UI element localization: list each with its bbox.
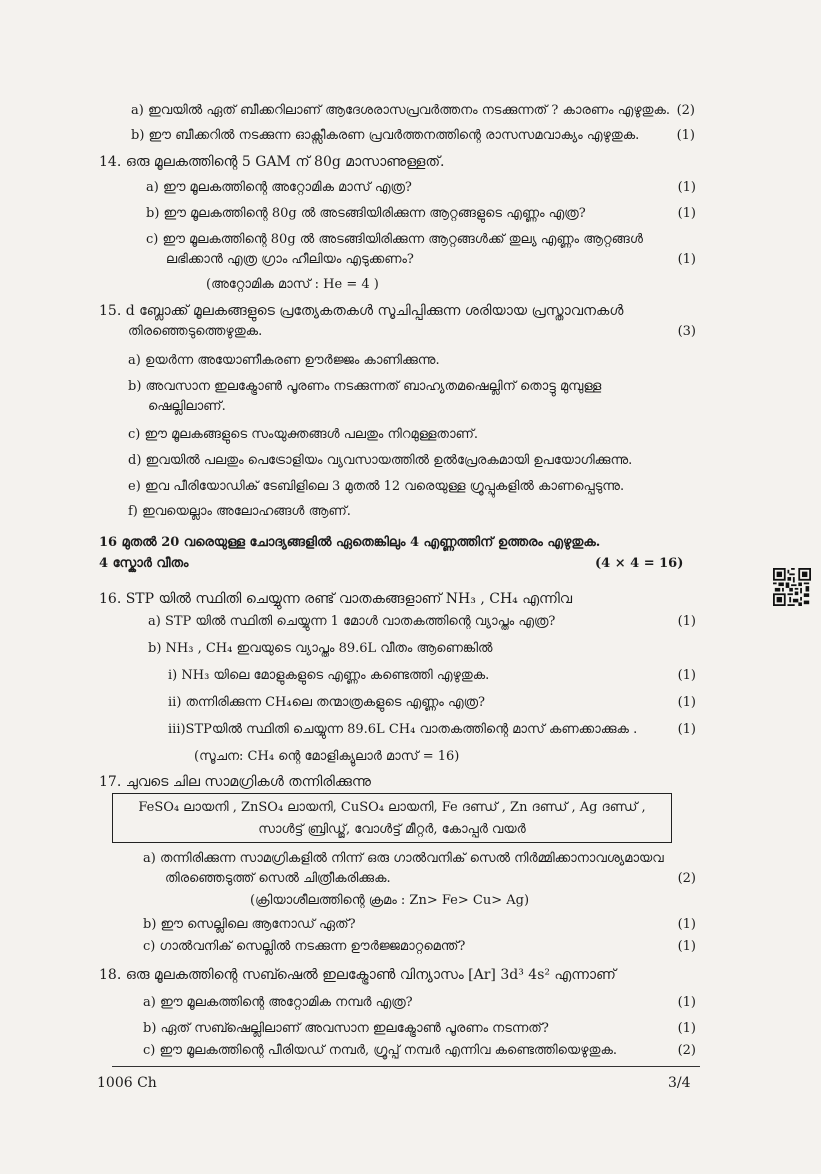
question-17b: b) ഈ സെല്ലിലെ ആനോഡ് ഏത്? — [143, 917, 356, 932]
question-15-line1: 15. d ബ്ലോക്ക് മൂലകങ്ങളുടെ പ്രത്യേകതകൾ സൂചിപ്പിക്കുന്ന ശരിയായ പ്രസ്താവനകൾ — [99, 303, 624, 319]
question-14c-line2: ലഭിക്കാൻ എത്ര ഗ്രാം ഹീലിയം എടുക്കണം? — [166, 252, 414, 267]
mark-16bi: (1) — [677, 668, 696, 683]
footer-divider — [112, 1066, 700, 1067]
mark-13a: (2) — [676, 103, 695, 118]
question-16bi: i) NH₃ യിലെ മോളുകളുടെ എണ്ണം കണ്ടെത്തി എഴുതുക. — [168, 668, 490, 683]
mark-14b: (1) — [677, 206, 696, 221]
mark-16a: (1) — [677, 614, 696, 629]
section-score: 4 സ്കോർ വീതം — [99, 556, 189, 571]
question-15-line2: തിരഞ്ഞെടുത്തെഴുതുക. — [128, 324, 263, 339]
option-15d: d) ഇവയിൽ പലതും പെട്രോളിയം വ്യവസായത്തിൽ ഉൽപ്രേരകമായി ഉപയോഗിക്കുന്നു. — [128, 453, 633, 468]
option-15f: f) ഇവയെല്ലാം അലോഹങ്ങൾ ആണ്. — [128, 504, 351, 519]
question-18a: a) ഈ മൂലകത്തിന്റെ അറ്റോമിക നമ്പർ എത്ര? — [143, 995, 413, 1010]
question-17a-line2: തിരഞ്ഞെടുത്ത് സെൽ ചിത്രീകരിക്കുക. — [165, 871, 391, 886]
question-16b: b) NH₃ , CH₄ ഇവയുടെ വ്യാപ്തം 89.6L വീതം ആണെങ്കിൽ — [148, 641, 493, 656]
question-16bii: ii) തന്നിരിക്കുന്ന CH₄ലെ തന്മാത്രകളുടെ എണ്ണം എത്ര? — [168, 695, 486, 710]
option-15e: e) ഇവ പീരിയോഡിക് ടേബിളിലെ 3 മുതൽ 12 വരെയുള്ള ഗ്രൂപ്പുകളിൽ കാണപ്പെടുന്നു. — [128, 479, 625, 494]
mark-15: (3) — [677, 324, 696, 339]
mark-17b: (1) — [677, 917, 696, 932]
question-18b: b) ഏത് സബ്ഷെല്ലിലാണ് അവസാന ഇലക്ട്രോൺ പൂരണം നടന്നത്? — [143, 1021, 549, 1036]
question-14b: b) ഈ മൂലകത്തിന്റെ 80g ൽ അടങ്ങിയിരിക്കുന്ന ആറ്റങ്ങളുടെ എണ്ണം എത്ര? — [146, 206, 586, 221]
question-16: 16. STP യിൽ സ്ഥിതി ചെയ്യുന്ന രണ്ട് വാതകങ്ങളാണ് NH₃ , CH₄ എന്നിവ — [99, 591, 573, 607]
section-marks: (4 × 4 = 16) — [595, 556, 684, 571]
question-13b: b) ഈ ബീക്കറിൽ നടക്കുന്ന ഓക്സീകരണ പ്രവർത്തനത്തിന്റെ രാസസമവാക്യം എഴുതുക. — [131, 128, 640, 143]
question-18: 18. ഒരു മൂലകത്തിന്റെ സബ്ഷെൽ ഇലക്ട്രോൺ വിന്യാസം [Ar] 3d³ 4s² എന്നാണ് — [99, 967, 616, 983]
mark-13b: (1) — [676, 128, 695, 143]
question-17-note: (ക്രിയാശീലത്തിന്റെ ക്രമം : Zn> Fe> Cu> Ag) — [250, 893, 530, 908]
option-15b-line1: b) അവസാന ഇലക്ട്രോൺ പൂരണം നടക്കുന്നത് ബാഹ്യതമഷെല്ലിന് തൊട്ടു മുമ്പുള്ള — [128, 379, 602, 394]
question-16biii: iii)STPയിൽ സ്ഥിതി ചെയ്യുന്ന 89.6L CH₄ വാതകത്തിന്റെ മാസ് കണക്കാക്കുക . — [168, 722, 638, 737]
mark-18c: (2) — [677, 1043, 696, 1058]
option-15c: c) ഈ മൂലകങ്ങളുടെ സംയുക്തങ്ങൾ പലതും നിറമുള്ളതാണ്. — [128, 427, 479, 442]
mark-18b: (1) — [677, 1021, 696, 1036]
qr-code-icon — [773, 568, 811, 606]
question-17: 17. ചുവടെ ചില സാമഗ്രികൾ തന്നിരിക്കുന്നു — [99, 774, 371, 790]
question-14a: a) ഈ മൂലകത്തിന്റെ അറ്റോമിക മാസ് എത്ര? — [146, 180, 412, 195]
mark-14a: (1) — [677, 180, 696, 195]
materials-line1: FeSO₄ ലായനി , ZnSO₄ ലായനി, CuSO₄ ലായനി, Fe ദണ്ഡ് , Zn ദണ്ഡ് , Ag ദണ്ഡ് , — [138, 800, 646, 815]
question-14-note: (അറ്റോമിക മാസ് : He = 4 ) — [206, 277, 379, 292]
mark-17c: (1) — [677, 939, 696, 954]
question-17c: c) ഗാൽവനിക് സെല്ലിൽ നടക്കുന്ന ഊർജ്ജമാറ്റമെന്ത്? — [143, 939, 466, 954]
mark-14c: (1) — [677, 252, 696, 267]
mark-18a: (1) — [677, 995, 696, 1010]
question-13a: a) ഇവയിൽ ഏത് ബീക്കറിലാണ് ആദേശരാസപ്രവർത്തനം നടക്കുന്നത് ? കാരണം എഴുതുക. — [131, 103, 671, 118]
option-15b-line2: ഷെല്ലിലാണ്. — [148, 399, 226, 414]
materials-box — [112, 793, 672, 843]
materials-line2: സാൾട്ട് ബ്രിഡ്ജ്, വോൾട്ട് മീറ്റർ, കോപ്പർ വയർ — [258, 822, 526, 837]
page-number: 3/4 — [668, 1075, 691, 1091]
question-16a: a) STP യിൽ സ്ഥിതി ചെയ്യുന്ന 1 മോൾ വാതകത്തിന്റെ വ്യാപ്തം എത്ര? — [148, 614, 556, 629]
question-18c: c) ഈ മൂലകത്തിന്റെ പീരിയഡ് നമ്പർ, ഗ്രൂപ്പ് നമ്പർ എന്നിവ കണ്ടെത്തിയെഴുതുക. — [143, 1043, 618, 1058]
section-instruction: 16 മുതൽ 20 വരെയുള്ള ചോദ്യങ്ങളിൽ ഏതെങ്കിലും 4 എണ്ണത്തിന് ഉത്തരം എഴുതുക. — [99, 535, 601, 550]
mark-17a: (2) — [677, 871, 696, 886]
mark-16biii: (1) — [677, 722, 696, 737]
question-17a-line1: a) തന്നിരിക്കുന്ന സാമഗ്രികളിൽ നിന്ന് ഒരു ഗാൽവനിക് സെൽ നിർമ്മിക്കാനാവശ്യമായവ — [143, 851, 664, 866]
mark-16bii: (1) — [677, 695, 696, 710]
paper-code: 1006 Ch — [97, 1075, 157, 1091]
question-16-note: (സൂചന: CH₄ ന്റെ മോളിക്യുലാർ മാസ് = 16) — [194, 749, 460, 764]
question-14c-line1: c) ഈ മൂലകത്തിന്റെ 80g ൽ അടങ്ങിയിരിക്കുന്ന ആറ്റങ്ങൾക്ക് തുല്യ എണ്ണം ആറ്റങ്ങൾ — [146, 232, 643, 247]
question-14: 14. ഒരു മൂലകത്തിന്റെ 5 GAM ന് 80g മാസാണുള്ളത്. — [99, 154, 445, 170]
option-15a: a) ഉയർന്ന അയോണീകരണ ഊർജ്ജം കാണിക്കുന്നു. — [128, 353, 440, 368]
